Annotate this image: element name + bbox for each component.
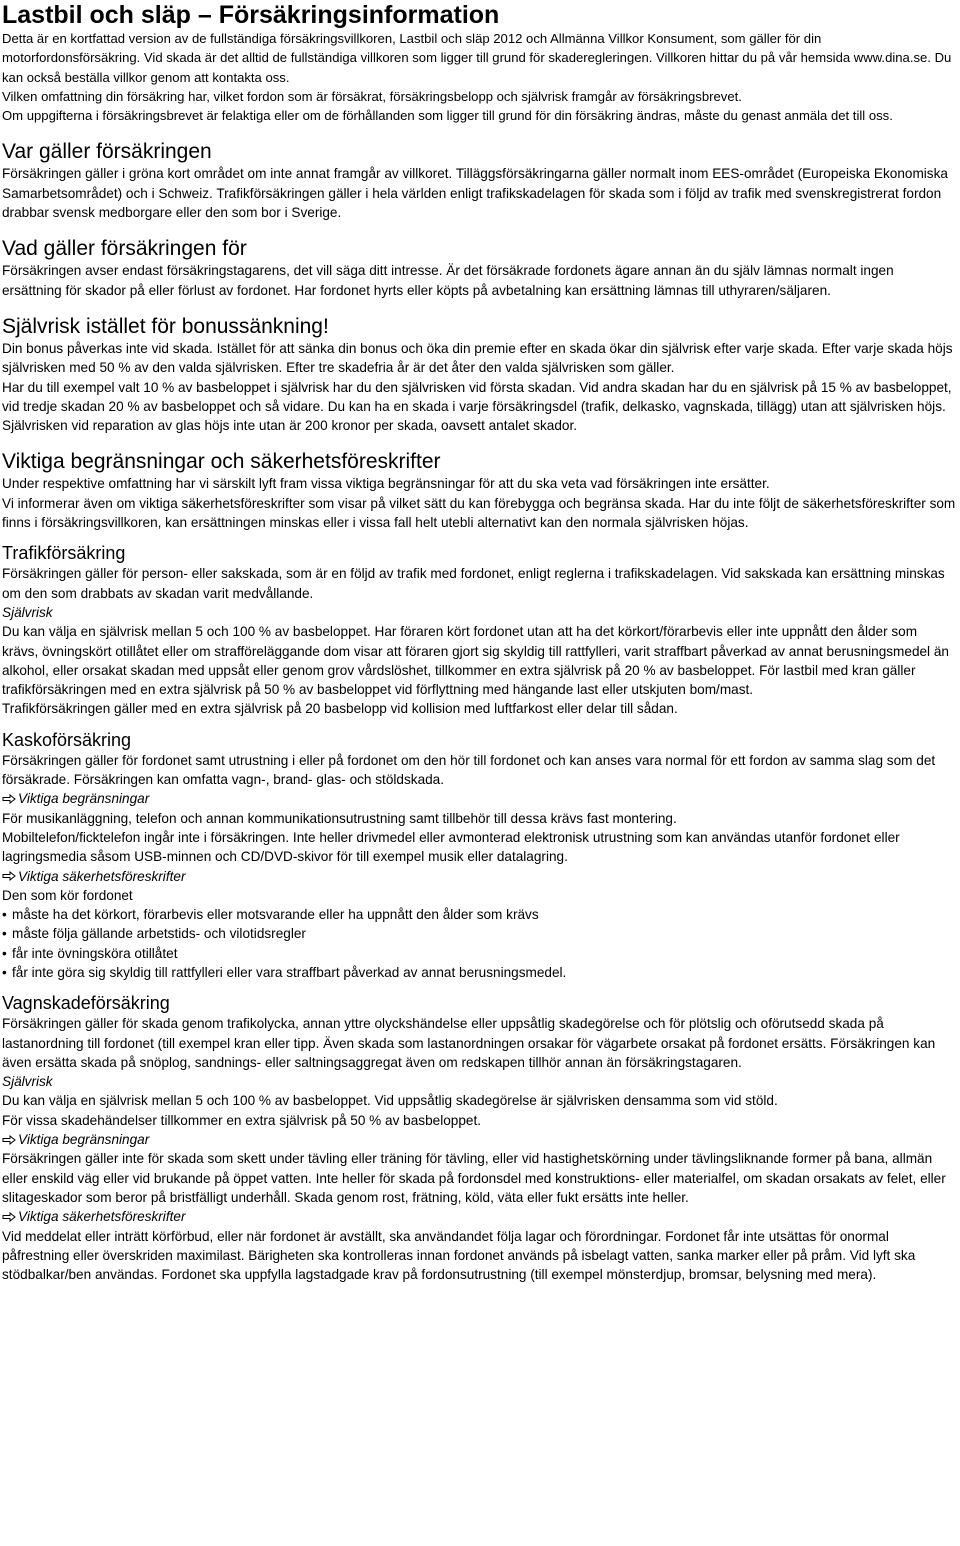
- section-text-kasko-2: För musikanläggning, telefon och annan kommunikationsutrustning samt tillbehör till dessa krävs fast montering.: [2, 810, 677, 826]
- section-text-sjalvrisk-1: Din bonus påverkas inte vid skada. Istället för att sänka din bonus och öka din premie efter en skada ökar din självrisk efter varje skada. Efter varje skada höjs självrisken med 50 % av den valda självrisken. Efter tre skadefria år är det åter den valda självrisken som gäller.: [2, 340, 953, 376]
- subheading-vagn-sakerhet: Viktiga säkerhetsföreskrifter: [2, 1207, 956, 1226]
- section-heading-kasko: Kaskoförsäkring: [2, 729, 132, 750]
- section-text-vagn-1: Försäkringen gäller för skada genom trafikolycka, annan yttre olyckshändelse eller uppsåtlig skadegörelse och för plötslig och oförutsedd skada på lastanordning till fordonet (till exempel kran eller tipp. Även skada som lastanordningen orsakar för vägarbete orsakat på fordonet ersätts. Försäkringen kan även ersätta skada på snöplog, sandnings- eller saltningsaggregat även om redskapen tillhör annan än försäkringstagaren.: [2, 1016, 936, 1070]
- section-text-vagn-4: Försäkringen gäller inte för skada som skett under tävling eller träning för tävling, eller vid hastighetskörning under tävlingsliknande former på bana, allmän eller enskild väg eller vid brukande på öppet vatten. Inte heller för skada på fordonsdel med konstruktions- eller materialfel, om skadan orsakats av felet, eller slitageskador som beror på bristfälligt underhåll. Skada genom rost, frätning, köld, väta eller fukt ersätts inte heller.: [2, 1151, 946, 1205]
- list-item: • får inte övningsköra otillåtet: [2, 945, 178, 961]
- section-text-kasko-1: Försäkringen gäller för fordonet samt utrustning i eller på fordonet om den hör till fordonet och kan anses vara normal för ett fordon av samma slag som det försäkrade. Försäkringen kan omfatta vagn-, brand- glas- och stöldskada.: [2, 752, 936, 788]
- intro-notify-paragraph: Om uppgifterna i försäkringsbrevet är felaktiga eller om de förhållanden som ligger till grund för din försäkring ändras, måste du genast anmäla det till oss.: [2, 108, 893, 124]
- page-title: Lastbil och släp – Försäkringsinformation: [2, 1, 500, 29]
- section-text-trafik-1: Försäkringen gäller för person- eller sakskada, som är en följd av trafik med fordonet, enligt reglerna i trafikskadelagen. Vid sakskada kan ersättning minskas om den som drabbats av skadan varit medvållande.: [2, 566, 945, 601]
- section-text-kasko-4: Den som kör fordonet: [2, 887, 133, 903]
- intro-scope-paragraph: Vilken omfattning din försäkring har, vilket fordon som är försäkrat, försäkringsbelopp och självrisk framgår av försäkringsbrevet.: [2, 88, 742, 104]
- subheading-kasko-begransningar: Viktiga begränsningar: [2, 789, 956, 808]
- arrow-right-icon: [2, 794, 16, 804]
- section-heading-vad: Vad gäller försäkringen för: [2, 237, 247, 261]
- section-heading-sjalvrisk: Självrisk istället för bonussänkning!: [2, 314, 329, 338]
- arrow-right-icon: [2, 1135, 16, 1145]
- section-text-viktiga-1: Under respektive omfattning har vi särskilt lyft fram vissa viktiga begränsningar för att du ska veta vad försäkringen inte ersätter.: [2, 476, 770, 492]
- intro-paragraph: Detta är en kortfattad version av de fullständiga försäkringsvillkoren, Lastbil och släp 2012 och Allmänna Villkor Konsument, som gäller för din motorfordonsförsäkring. Vid skada är det alltid de fullständiga villkoren som ligger till grund för skaderegleringen. Villkoren hittar du på vår hemsida www.dina.se. Du kan också beställa villkor genom att kontakta oss.: [2, 31, 952, 85]
- section-text-trafik-3: Trafikförsäkringen gäller med en extra självrisk på 20 basbelopp vid kollision med luftfarkost eller delar till sådan.: [2, 701, 678, 717]
- arrow-right-icon: [2, 1212, 16, 1222]
- list-item: • måste ha det körkort, förarbevis eller motsvarande eller ha uppnått den ålder som krävs: [2, 907, 539, 923]
- list-item: • måste följa gällande arbetstids- och vilotidsregler: [2, 926, 306, 942]
- arrow-right-icon: [2, 871, 16, 881]
- section-text-vagn-5: Vid meddelat eller inträtt körförbud, eller när fordonet är avställt, ska användandet följa lagar och förordningar. Fordonet får inte utsättas för onormal påfrestning eller överskriden maximilast. Bärigheten ska kontrolleras innan fordonet används på isbelagt vatten, sanka marker eller på pråm. Vid lyft ska stödbalkar/ben användas. Fordonet ska uppfylla lagstadgade krav på fordonsutrustning (till exempel mönsterdjup, bromsar, belysning med mera).: [2, 1228, 916, 1283]
- subheading-vagn-begransningar: Viktiga begränsningar: [2, 1130, 956, 1149]
- section-text-viktiga-2: Vi informerar även om viktiga säkerhetsföreskrifter som visar på vilket sätt du kan förebygga och begränsa skada. Har du inte följt de säkerhetsföreskrifter som finns i försäkringsvillkoren, kan ersättningen minskas eller i vissa fall helt utebli alternativt kan den normala självrisken höjas.: [2, 495, 956, 531]
- section-heading-viktiga: Viktiga begränsningar och säkerhetsföreskrifter: [2, 450, 441, 474]
- section-text-sjalvrisk-2: Har du till exempel valt 10 % av basbeloppet i självrisk har du den självrisken vid första skadan. Vid andra skadan har du en självrisk på 15 % av basbeloppet, vid tredje skadan 20 % av basbeloppet och så vidare. Du kan ha en skada i varje försäkringsdel (trafik, delkasko, vagnskada, tillägg) utan att självrisken höjs. Självrisken vid reparation av glas höjs inte utan är 200 kronor per skada, oavsett antalet skador.: [2, 379, 952, 434]
- section-heading-trafik: Trafikförsäkring: [2, 543, 126, 564]
- section-text-vad: Försäkringen avser endast försäkringstagarens, det vill säga ditt intresse. Är det försäkrade fordonets ägare annan än du själv lämnas normalt ingen ersättning för skador på eller förlust av fordonet. Har fordonet hyrts eller köpts på avbetalning kan ersättning lämnas till uthyraren/säljaren.: [2, 263, 894, 298]
- section-text-vagn-2: Du kan välja en självrisk mellan 5 och 100 % av basbeloppet. Vid uppsåtlig skadegörelse är självrisken densamma som vid stöld.: [2, 1093, 778, 1109]
- section-heading-vagn: Vagnskadeförsäkring: [2, 993, 170, 1014]
- section-text-kasko-3: Mobiltelefon/ficktelefon ingår inte i försäkringen. Inte heller drivmedel eller avmonterad elektronisk utrustning som kan användas utanför fordonet eller lagringsmedia såsom USB-minnen och CD/DVD-skivor för till exempel musik eller datalagring.: [2, 829, 900, 865]
- section-text-var: Försäkringen gäller i gröna kort området om inte annat framgår av villkoret. Tilläggsförsäkringarna gäller normalt inom EES-området (Europeiska Ekonomiska Samarbetsområdet) och i Schweiz. Trafikförsäkringen gäller i hela världen enligt trafikskadelagen för skada som i följd av trafik med svenskregistrerat fordon drabbar svensk medborgare eller den som bor i Sverige.: [2, 166, 948, 221]
- list-item: • får inte göra sig skyldig till rattfylleri eller vara straffbart påverkad av annat berusningsmedel.: [2, 964, 567, 980]
- section-heading-var: Var gäller försäkringen: [2, 140, 212, 164]
- subheading-vagn-sjalvrisk: Självrisk: [2, 1074, 53, 1090]
- subheading-kasko-sakerhet: Viktiga säkerhetsföreskrifter: [2, 867, 956, 886]
- section-text-vagn-3: För vissa skadehändelser tillkommer en extra självrisk på 50 % av basbeloppet.: [2, 1112, 482, 1128]
- subheading-trafik-sjalvrisk: Självrisk: [2, 604, 53, 620]
- section-text-trafik-2: Du kan välja en självrisk mellan 5 och 100 % av basbeloppet. Har föraren kört fordonet utan att ha det körkort/förarbevis eller inte uppnått den ålder som krävs, övningskört otillåtet eller om strafföreläggande dom visar att föraren gjort sig skyldig till rattfylleri, varit straffbart påverkad av annat berusningsmedel än alkohol, eller orsakat skadan med uppsåt eller genom grov vårdslöshet, tillkommer en extra självrisk på 20 % av basbeloppet. För lastbil med kran gäller trafikförsäkringen med en extra självrisk på 50 % av basbeloppet vid förflyttning med hängande last eller utskjuten bom/mast.: [2, 624, 949, 698]
